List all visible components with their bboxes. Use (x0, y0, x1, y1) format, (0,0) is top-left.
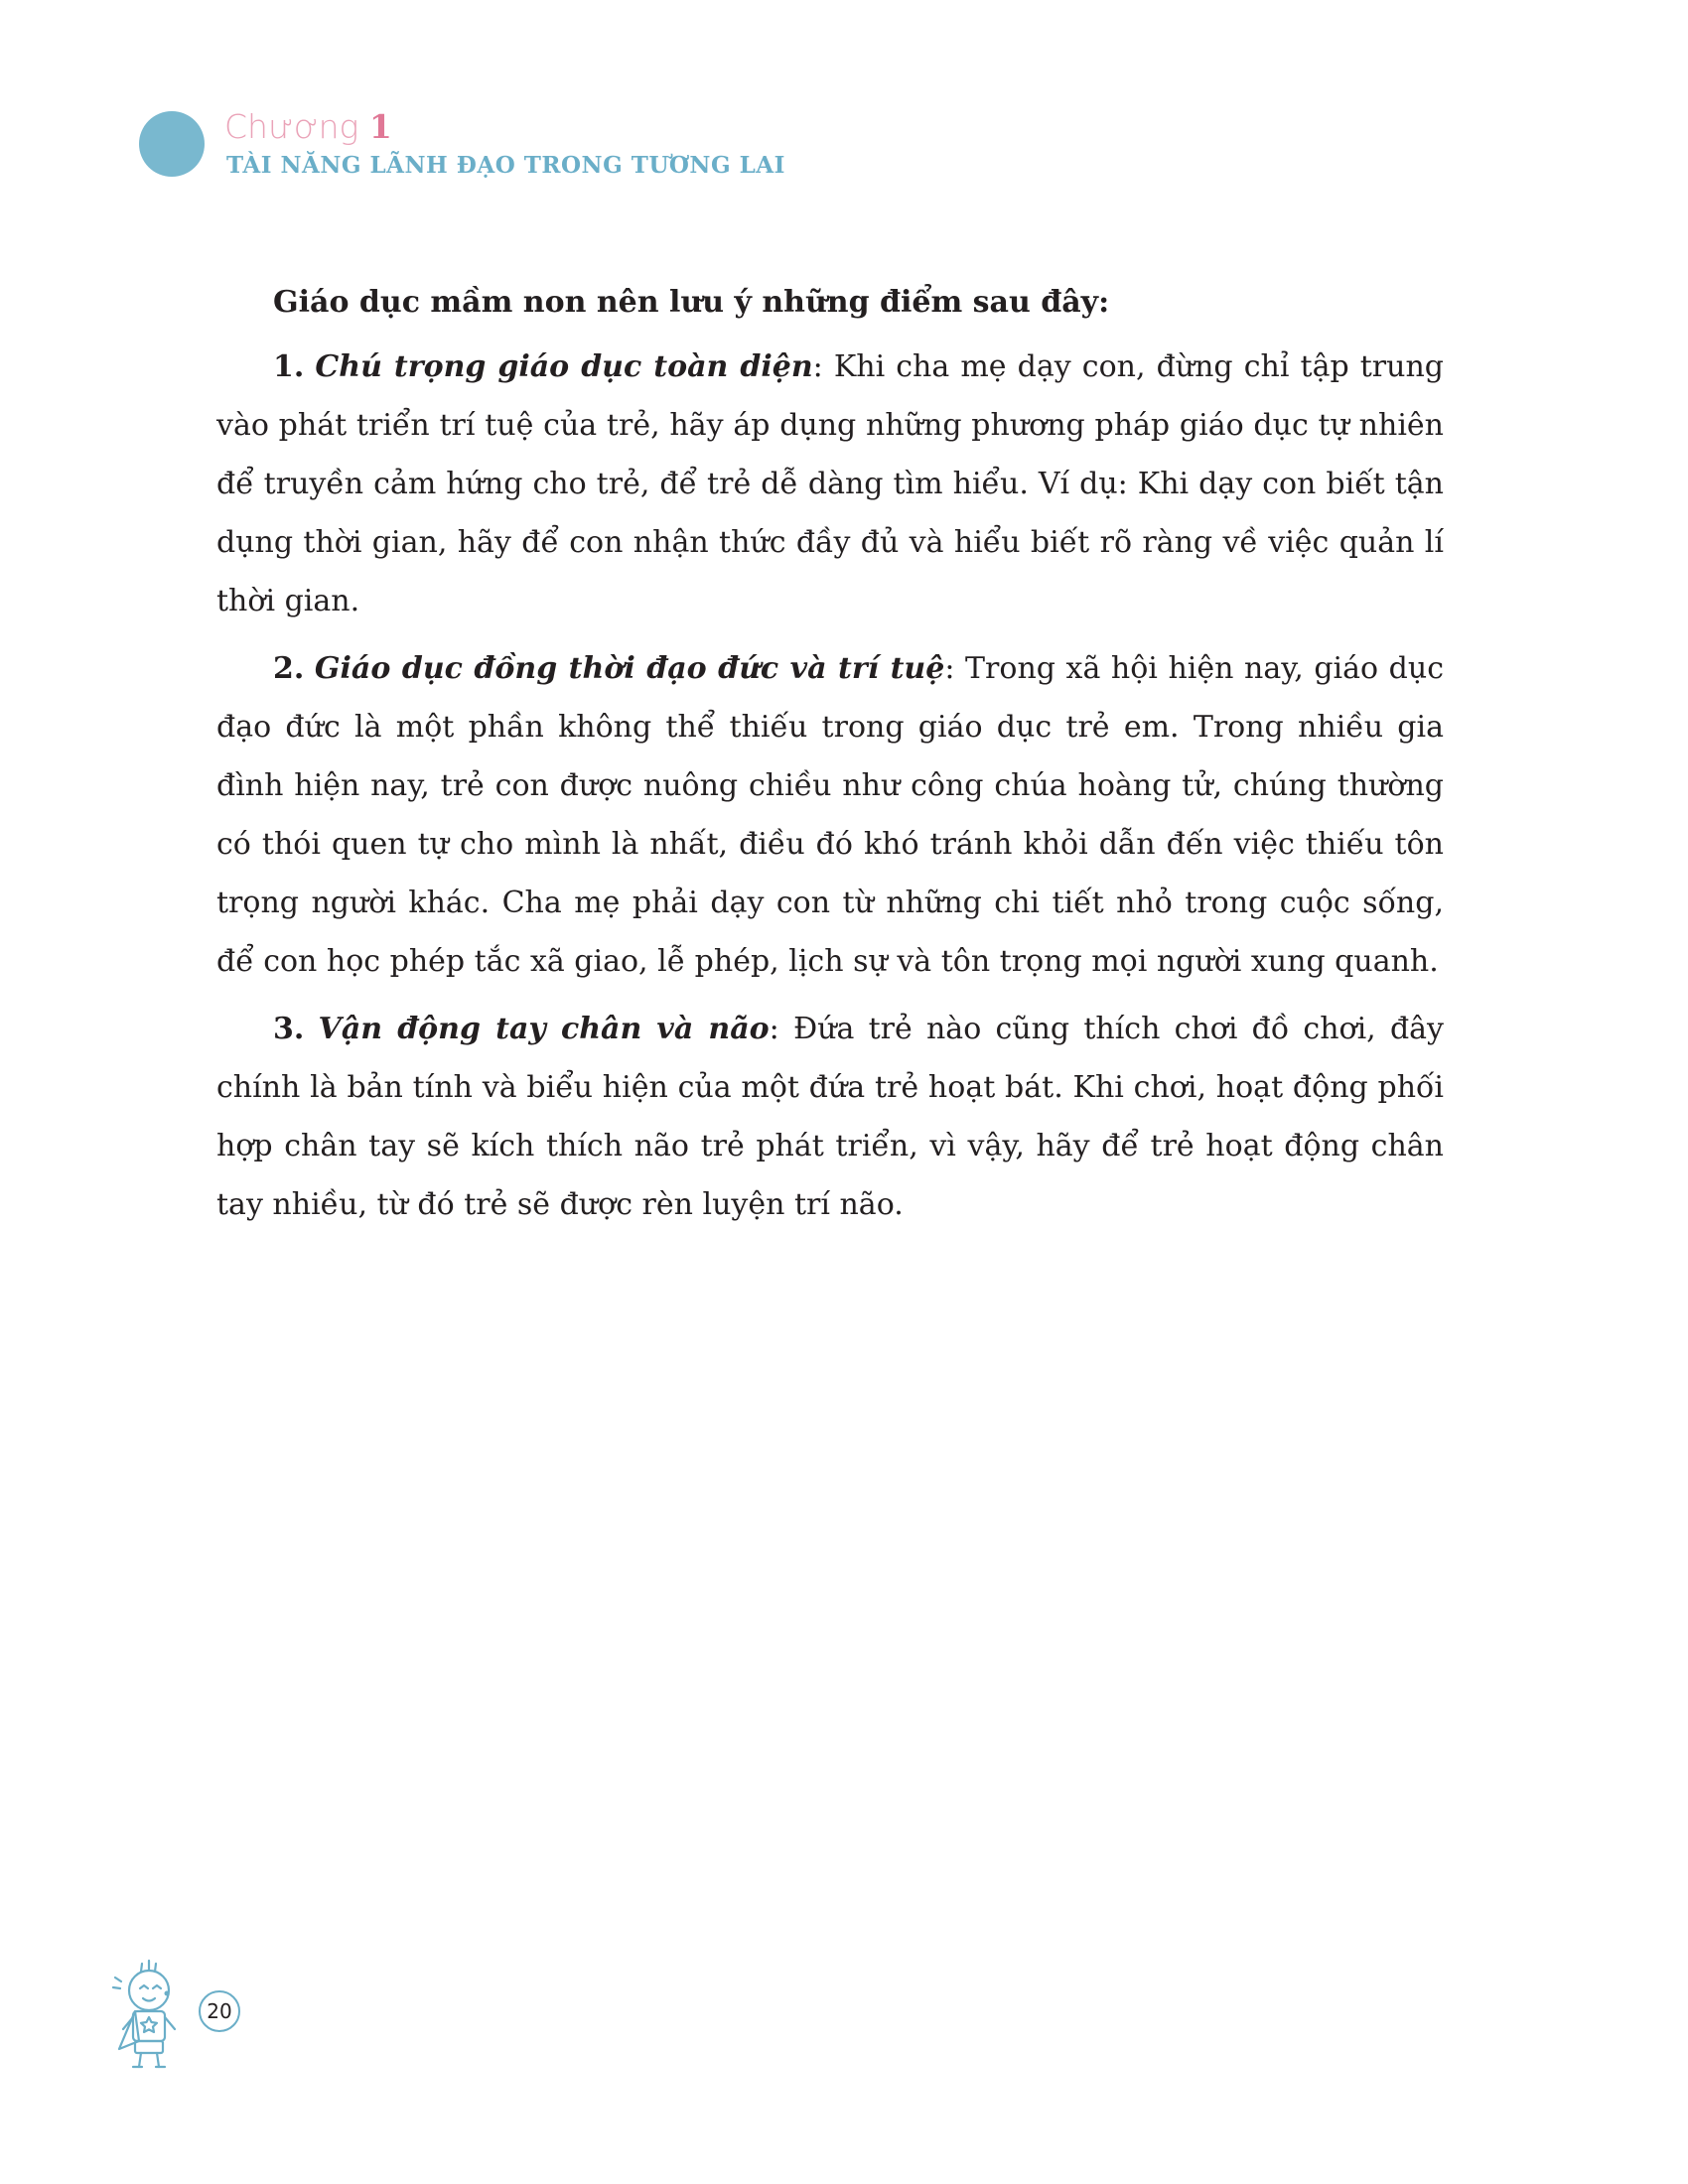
item-text: : Trong xã hội hiện nay, giáo dục đạo đức là một phần không thể thiếu trong giáo dục trẻ em. Trong nhiều gia đình hiện nay, trẻ con được nuông chiều như công chúa hoàng tử, chúng thường có thói quen tự cho mình là nhất, điều đó khó tránh khỏi dẫn đến việc thiếu tôn trọng người khác. Cha mẹ phải dạy con từ những chi tiết nhỏ trong cuộc sống, để con học phép tắc xã giao, lễ phép, lịch sự và tôn trọng mọi người xung quanh. (216, 651, 1444, 979)
chapter-label (224, 107, 392, 147)
list-item-1 (216, 338, 1444, 630)
item-number: 2. (273, 651, 305, 686)
page-body (216, 273, 1444, 1243)
list-item-3 (216, 1000, 1444, 1234)
item-term: Chú trọng giáo dục toàn diện (315, 349, 813, 384)
item-term: Giáo dục đồng thời đạo đức và trí tuệ (314, 651, 945, 686)
cartoon-kid-icon (109, 1958, 189, 2077)
item-term: Vận động tay chân và não (318, 1012, 770, 1046)
item-number: 1. (273, 349, 305, 384)
page-number: 20 (199, 1990, 240, 2032)
list-item-2 (216, 639, 1444, 991)
item-text: : Đứa trẻ nào cũng thích chơi đồ chơi, đây chính là bản tính và biểu hiện của một đứa trẻ hoạt bát. Khi chơi, hoạt động phối hợp chân tay sẽ kích thích não trẻ phát triển, vì vậy, hãy để trẻ hoạt động chân tay nhiều, từ đó trẻ sẽ được rèn luyện trí não. (216, 1012, 1444, 1222)
chapter-title: TÀI NĂNG LÃNH ĐẠO TRONG TƯƠNG LAI (226, 152, 785, 179)
item-number: 3. (273, 1012, 305, 1046)
item-text: : Khi cha mẹ dạy con, đừng chỉ tập trung vào phát triển trí tuệ của trẻ, hãy áp dụng những phương pháp giáo dục tự nhiên để truyền cảm hứng cho trẻ, để trẻ dễ dàng tìm hiểu. Ví dụ: Khi dạy con biết tận dụng thời gian, hãy để con nhận thức đầy đủ và hiểu biết rõ ràng về việc quản lí thời gian. (216, 349, 1444, 618)
chapter-header (139, 107, 1033, 187)
chapter-circle-icon (139, 111, 205, 177)
chapter-number: 1 (368, 107, 392, 146)
lead-paragraph: Giáo dục mầm non nên lưu ý những điểm sau đây: (273, 285, 1110, 320)
chapter-word: Chương (224, 107, 359, 146)
